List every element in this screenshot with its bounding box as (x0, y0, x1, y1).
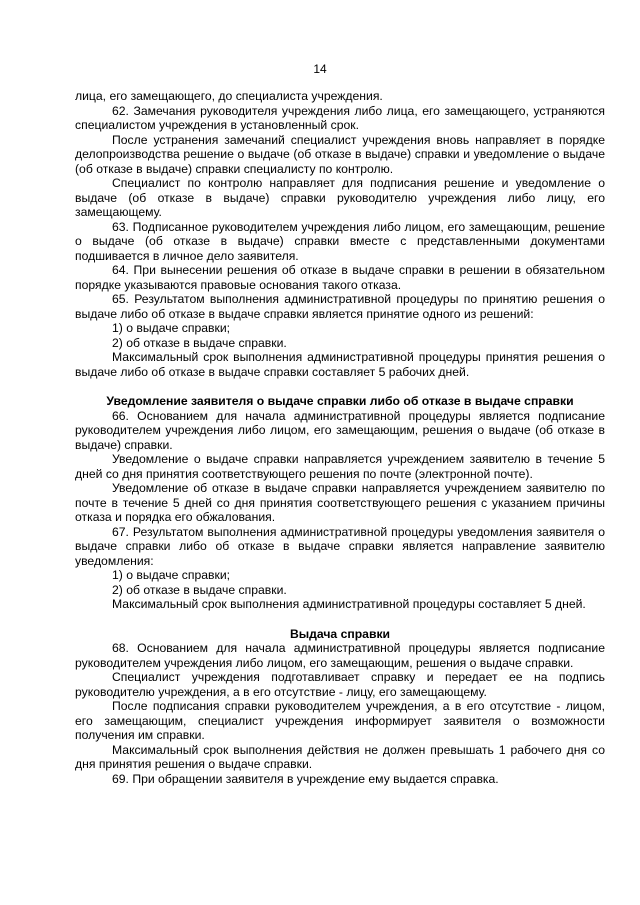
list-item: 2) об отказе в выдаче справки. (112, 335, 287, 350)
paragraph: Максимальный срок выполнения административной процедуры принятия решения о выдаче либо об отказе в выдаче справки составляет 5 рабочих дней. (75, 350, 605, 379)
section-spacer (75, 379, 605, 394)
section-heading: Уведомление заявителя о выдаче справки либо об отказе в выдаче справки (106, 394, 574, 408)
document-body (75, 89, 605, 786)
list-item: 1) о выдаче справки; (112, 568, 231, 582)
section-heading: Выдача справки (289, 626, 391, 641)
paragraph: Специалист учреждения подготавливает справку и передает ее на подпись руководителю учреждения, а в его отсутствие - лицу, его замещающему. (75, 670, 605, 699)
paragraph: Специалист по контролю направляет для подписания решение и уведомление о выдаче (об отказе в выдаче) справки руководителю учреждения либо лицу, его замещающему. (75, 176, 605, 219)
paragraph: Уведомление о выдаче справки направляется учреждением заявителю в течение 5 дней со дня принятия соответствующего решения по почте (электронной почте). (75, 452, 605, 481)
list-item: 1) о выдаче справки; (112, 321, 231, 335)
paragraph: Уведомление об отказе в выдаче справки направляется учреждением заявителю по почте в течение 5 дней со дня принятия соответствующего решения с указанием причины отказа и порядка его обжалования. (75, 481, 605, 524)
paragraph: Максимальный срок выполнения действия не должен превышать 1 рабочего дня со дня принятия решения о выдаче справки. (75, 742, 605, 771)
paragraph: 63. Подписанное руководителем учреждения либо лицом, его замещающим, решение о выдаче (об отказе в выдаче) справки вместе с представленными документами подшивается в личное дело заявителя. (75, 219, 605, 263)
page-number: 14 (313, 62, 327, 76)
section-spacer (75, 612, 605, 627)
paragraph: После подписания справки руководителем учреждения, а в его отсутствие - лицом, его замещающим, специалист учреждения информирует заявителя о возможности получения им справки. (75, 699, 605, 742)
paragraph: 65. Результатом выполнения административной процедуры по принятию решения о выдаче либо об отказе в выдаче справки является принятие одного из решений: (75, 292, 605, 321)
list-item: 2) об отказе в выдаче справки. (112, 582, 287, 597)
paragraph: 62. Замечания руководителя учреждения либо лица, его замещающего, устраняются специалистом учреждения в установленный срок. (75, 103, 605, 132)
paragraph: 67. Результатом выполнения административной процедуры уведомления заявителя о выдаче справки либо об отказе в выдаче справки является направление заявителю уведомления: (75, 524, 605, 568)
paragraph: 66. Основанием для начала административной процедуры является подписание руководителем учреждения либо лицом, его замещающим, решения о выдаче (об отказе в выдаче) справки. (75, 408, 605, 452)
paragraph: После устранения замечаний специалист учреждения вновь направляет в порядке делопроизводства решение о выдаче (об отказе в выдаче) справки и уведомление о выдаче (об отказе в выдаче) справки специалисту по контролю. (75, 132, 605, 176)
paragraph: 69. При обращении заявителя в учреждение ему выдается справка. (112, 771, 499, 786)
paragraph: лица, его замещающего, до специалиста учреждения. (75, 89, 383, 103)
paragraph: 64. При вынесении решения об отказе в выдаче справки в решении в обязательном порядке указываются правовые основания такого отказа. (75, 263, 605, 292)
paragraph: Максимальный срок выполнения административной процедуры составляет 5 дней. (112, 597, 586, 611)
paragraph: 68. Основанием для начала административной процедуры является подписание руководителем учреждения либо лицом, его замещающим, решения о выдаче справки. (75, 641, 605, 670)
